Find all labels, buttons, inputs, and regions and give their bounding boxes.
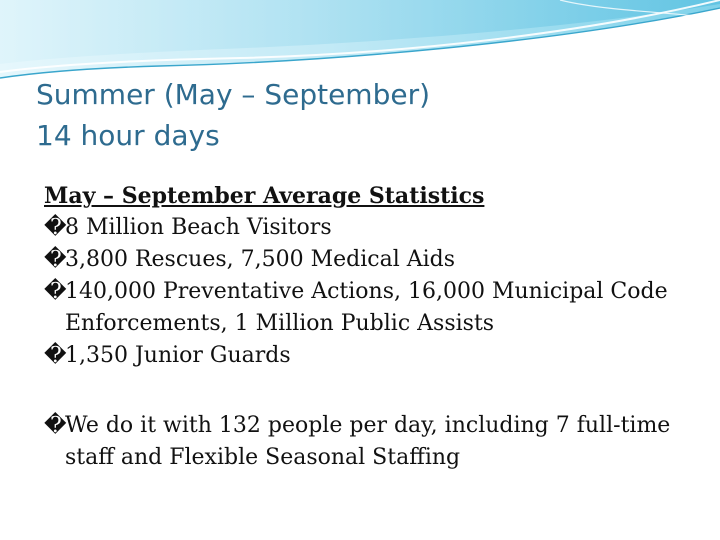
bullet-icon: � [44, 279, 67, 304]
stat-bullet-junior-guards [44, 340, 704, 372]
stat-text: 1,350 Junior Guards [65, 343, 291, 368]
bullet-icon: � [44, 413, 67, 438]
stat-bullet-rescues [44, 244, 704, 276]
stat-text: 140,000 Preventative Actions, 16,000 Municipal Code Enforcements, 1 Million Public Assists [65, 279, 668, 336]
bullet-icon: � [44, 215, 67, 240]
spacer [44, 372, 704, 410]
slide-title-line-2: 14 hour days [36, 119, 220, 152]
bullet-icon: � [44, 343, 67, 368]
stat-bullet-visitors [44, 212, 704, 244]
staffing-text: We do it with 132 people per day, including 7 full-time staff and Flexible Seasonal Staffing [65, 413, 671, 470]
stat-text: 3,800 Rescues, 7,500 Medical Aids [65, 247, 456, 272]
slide-title [36, 74, 430, 156]
slide-body [44, 180, 704, 474]
slide-title-line-1: Summer (May – September) [36, 78, 431, 111]
stat-text: 8 Million Beach Visitors [65, 215, 332, 240]
stat-bullet-actions [44, 276, 704, 340]
stats-heading: May – September Average Statistics [44, 183, 485, 209]
bullet-icon: � [44, 247, 67, 272]
staffing-bullet [44, 410, 704, 474]
